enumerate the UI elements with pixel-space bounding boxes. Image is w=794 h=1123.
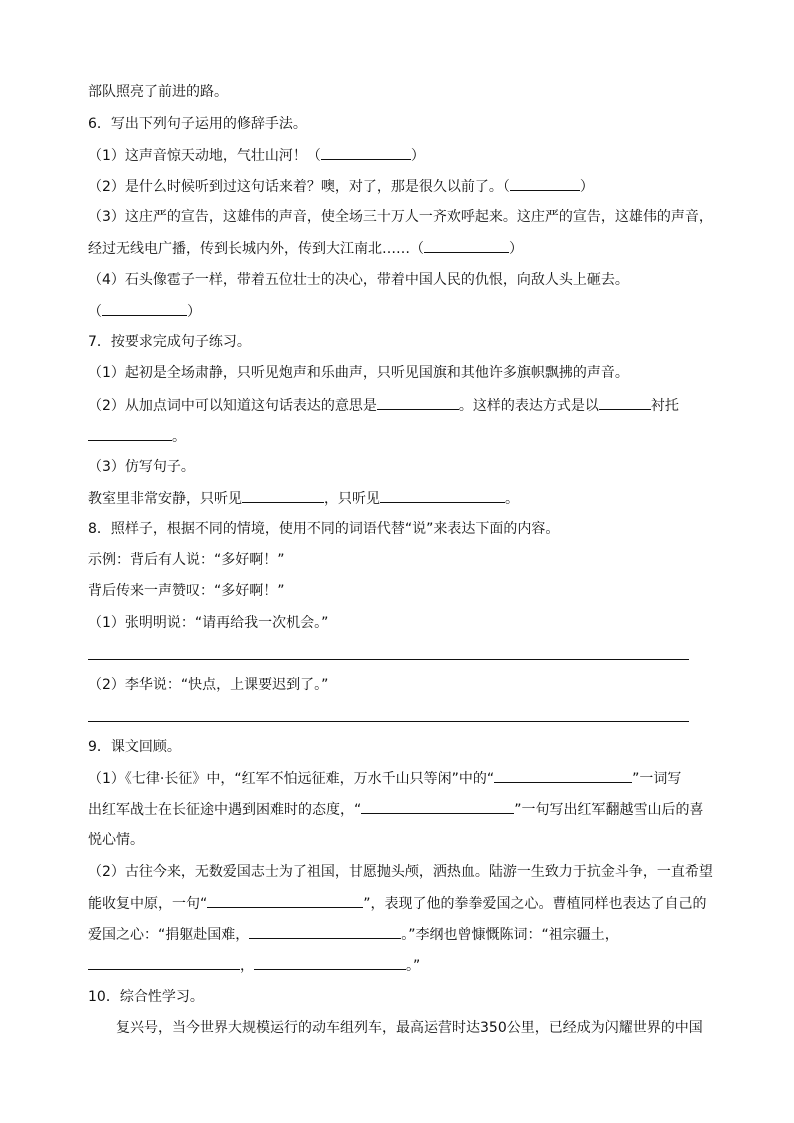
answer-blank[interactable] [249,924,401,939]
question-8-example-2: 背后传来一声赞叹：“多好啊！” [88,583,285,599]
answer-blank[interactable] [361,799,514,814]
answer-blank[interactable] [424,238,509,253]
answer-blank[interactable] [599,395,651,410]
answer-blank[interactable] [321,145,411,160]
question-8-item-1: （1）张明明说：“请再给我一次机会。” [88,615,329,631]
answer-blank[interactable] [88,426,172,441]
question-6-item-2: （2）是什么时候听到过这句话来着？噢，对了，那是很久以前了。（ ） [88,176,594,197]
question-9-item-1-cont: 悦心情。 [88,832,144,848]
question-7-item-2-cont: 。 [88,426,186,447]
text-line: 部队照亮了前进的路。 [88,84,228,100]
question-9-item-2-cont: 爱国之心：“捐躯赴国难， 。”李纲也曾慷慨陈词：“祖宗疆土， [88,924,619,945]
question-6-item-3: （3）这庄严的宣告，这雄伟的声音，使全场三十万人一齐欢呼起来。这庄严的宣告，这雄伟的声音， [88,209,713,225]
answer-blank[interactable] [510,176,580,191]
question-6-item-3-cont: 经过无线电广播，传到长城内外，传到大江南北……（ ） [88,238,523,259]
question-6-item-4: （4）石头像雹子一样，带着五位壮士的决心，带着中国人民的仇恨，向敌人头上砸去。 [88,272,629,288]
answer-blank[interactable] [242,488,324,503]
question-9-item-2-cont: 能收复中原，一句“ ”，表现了他的拳拳爱国之心。曹植同样也表达了自己的 [88,893,707,914]
question-6-item-4-cont: （ ） [88,301,201,322]
answer-blank[interactable] [377,395,459,410]
question-7-title: 7．按要求完成句子练习。 [88,334,251,350]
question-9-title: 9．课文回顾。 [88,739,181,755]
question-9-item-1: （1）《七律·长征》中，“红军不怕远征难，万水千山只等闲”中的“ ”一词写 [88,768,681,789]
answer-blank[interactable] [254,955,406,970]
question-10-title: 10．综合性学习。 [88,989,204,1005]
question-7-item-2: （2）从加点词中可以知道这句话表达的意思是 。这样的表达方式是以 衬托 [88,395,679,416]
question-6-title: 6．写出下列句子运用的修辞手法。 [88,116,307,132]
answer-blank[interactable] [494,768,632,783]
question-9-item-1-cont: 出红军战士在长征途中遇到困难时的态度，“ ”一句写出红军翻越雪山后的喜 [88,799,704,820]
answer-line[interactable] [88,721,689,722]
question-9-item-2-cont: ， 。” [88,955,420,976]
question-6-item-1: （1）这声音惊天动地，气壮山河！（ ） [88,145,425,166]
question-8-item-2: （2）李华说：“快点，上课要迟到了。” [88,677,329,693]
question-8-example-1: 示例：背后有人说：“多好啊！” [88,552,285,568]
question-7-item-3: （3）仿写句子。 [88,459,195,475]
question-7-item-1: （1）起初是全场肃静，只听见炮声和乐曲声，只听见国旗和其他许多旗帜飘拂的声音。 [88,365,629,381]
answer-blank[interactable] [102,301,187,316]
question-9-item-2: （2）古往今来，无数爱国志士为了祖国，甘愿抛头颅，洒热血。陆游一生致力于抗金斗争，一直希望 [88,864,713,880]
question-10-paragraph: 复兴号，当今世界大规模运行的动车组列车，最高运营时达350公里，已经成为闪耀世界的中国 [116,1020,703,1036]
answer-blank[interactable] [88,955,240,970]
answer-line[interactable] [88,659,689,660]
question-8-title: 8．照样子，根据不同的情境，使用不同的词语代替“说”来表达下面的内容。 [88,521,560,537]
answer-blank[interactable] [380,488,505,503]
question-7-item-3-cont: 教室里非常安静，只听见 ，只听见 。 [88,488,519,509]
answer-blank[interactable] [207,893,363,908]
